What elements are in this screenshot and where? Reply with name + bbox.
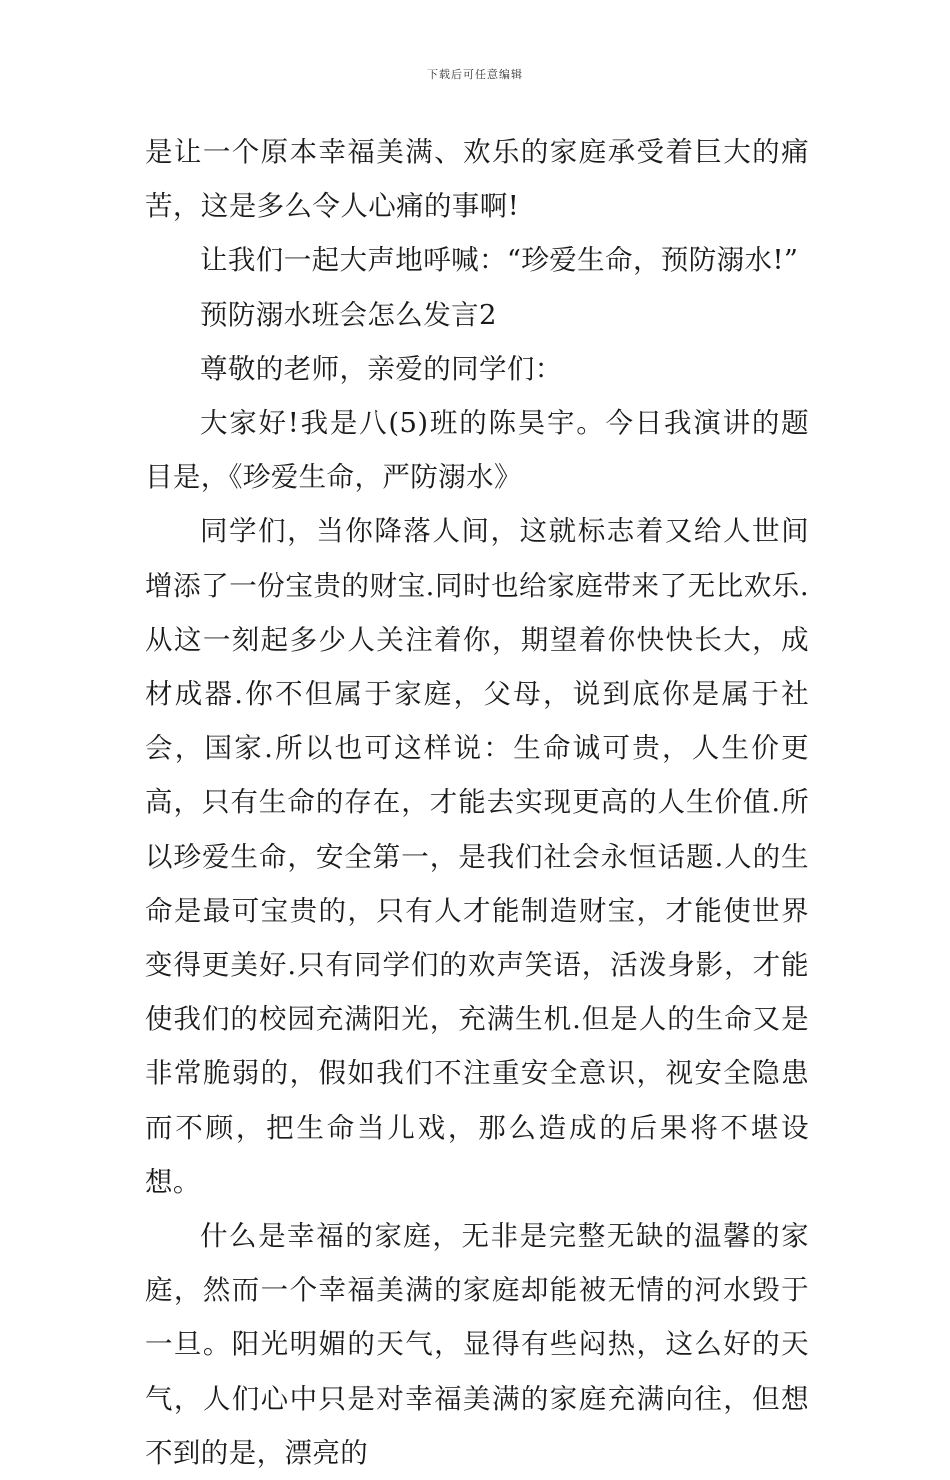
paragraph-slogan: 让我们一起大声地呼喊：“珍爱生命，预防溺水!” (200, 244, 799, 277)
paragraph-introduction: 大家好!我是八(5)班的陈昊宇。今日我演讲的题目是，《珍爱生命，严防溺水》 (145, 407, 809, 494)
document-body (145, 125, 809, 1480)
paragraph-salutation: 尊敬的老师，亲爱的同学们： (200, 352, 563, 385)
section-title: 预防溺水班会怎么发言2 (200, 298, 497, 331)
paragraph-body-life: 同学们，当你降落人间，这就标志着又给人世间增添了一份宝贵的财宝.同时也给家庭带来了无比欢乐.从这一刻起多少人关注着你，期望着你快快长大，成材成器.你不但属于家庭，父母，说到底你是属于社会，国家.所以也可这样说：生命诚可贵，人生价更高，只有生命的存在，才能去实现更高的人生价值.所以珍爱生命，安全第一，是我们社会永恒话题.人的生命是最可宝贵的，只有人才能制造财宝，才能使世界变得更美好.只有同学们的欢声笑语，活泼身影，才能使我们的校园充满阳光，充满生机.但是人的生命又是非常脆弱的，假如我们不注重安全意识，视安全隐患而不顾，把生命当儿戏，那么造成的后果将不堪设想。 (145, 515, 809, 1198)
page-header-note: 下载后可任意编辑 (427, 68, 523, 81)
paragraph-body-family: 什么是幸福的家庭，无非是完整无缺的温馨的家庭，然而一个幸福美满的家庭却能被无情的河水毁于一旦。阳光明媚的天气，显得有些闷热，这么好的天气，人们心中只是对幸福美满的家庭充满向往，但想不到的是，漂亮的 (145, 1220, 809, 1469)
paragraph-continuation: 是让一个原本幸福美满、欢乐的家庭承受着巨大的痛苦，这是多么令人心痛的事啊! (145, 136, 809, 223)
